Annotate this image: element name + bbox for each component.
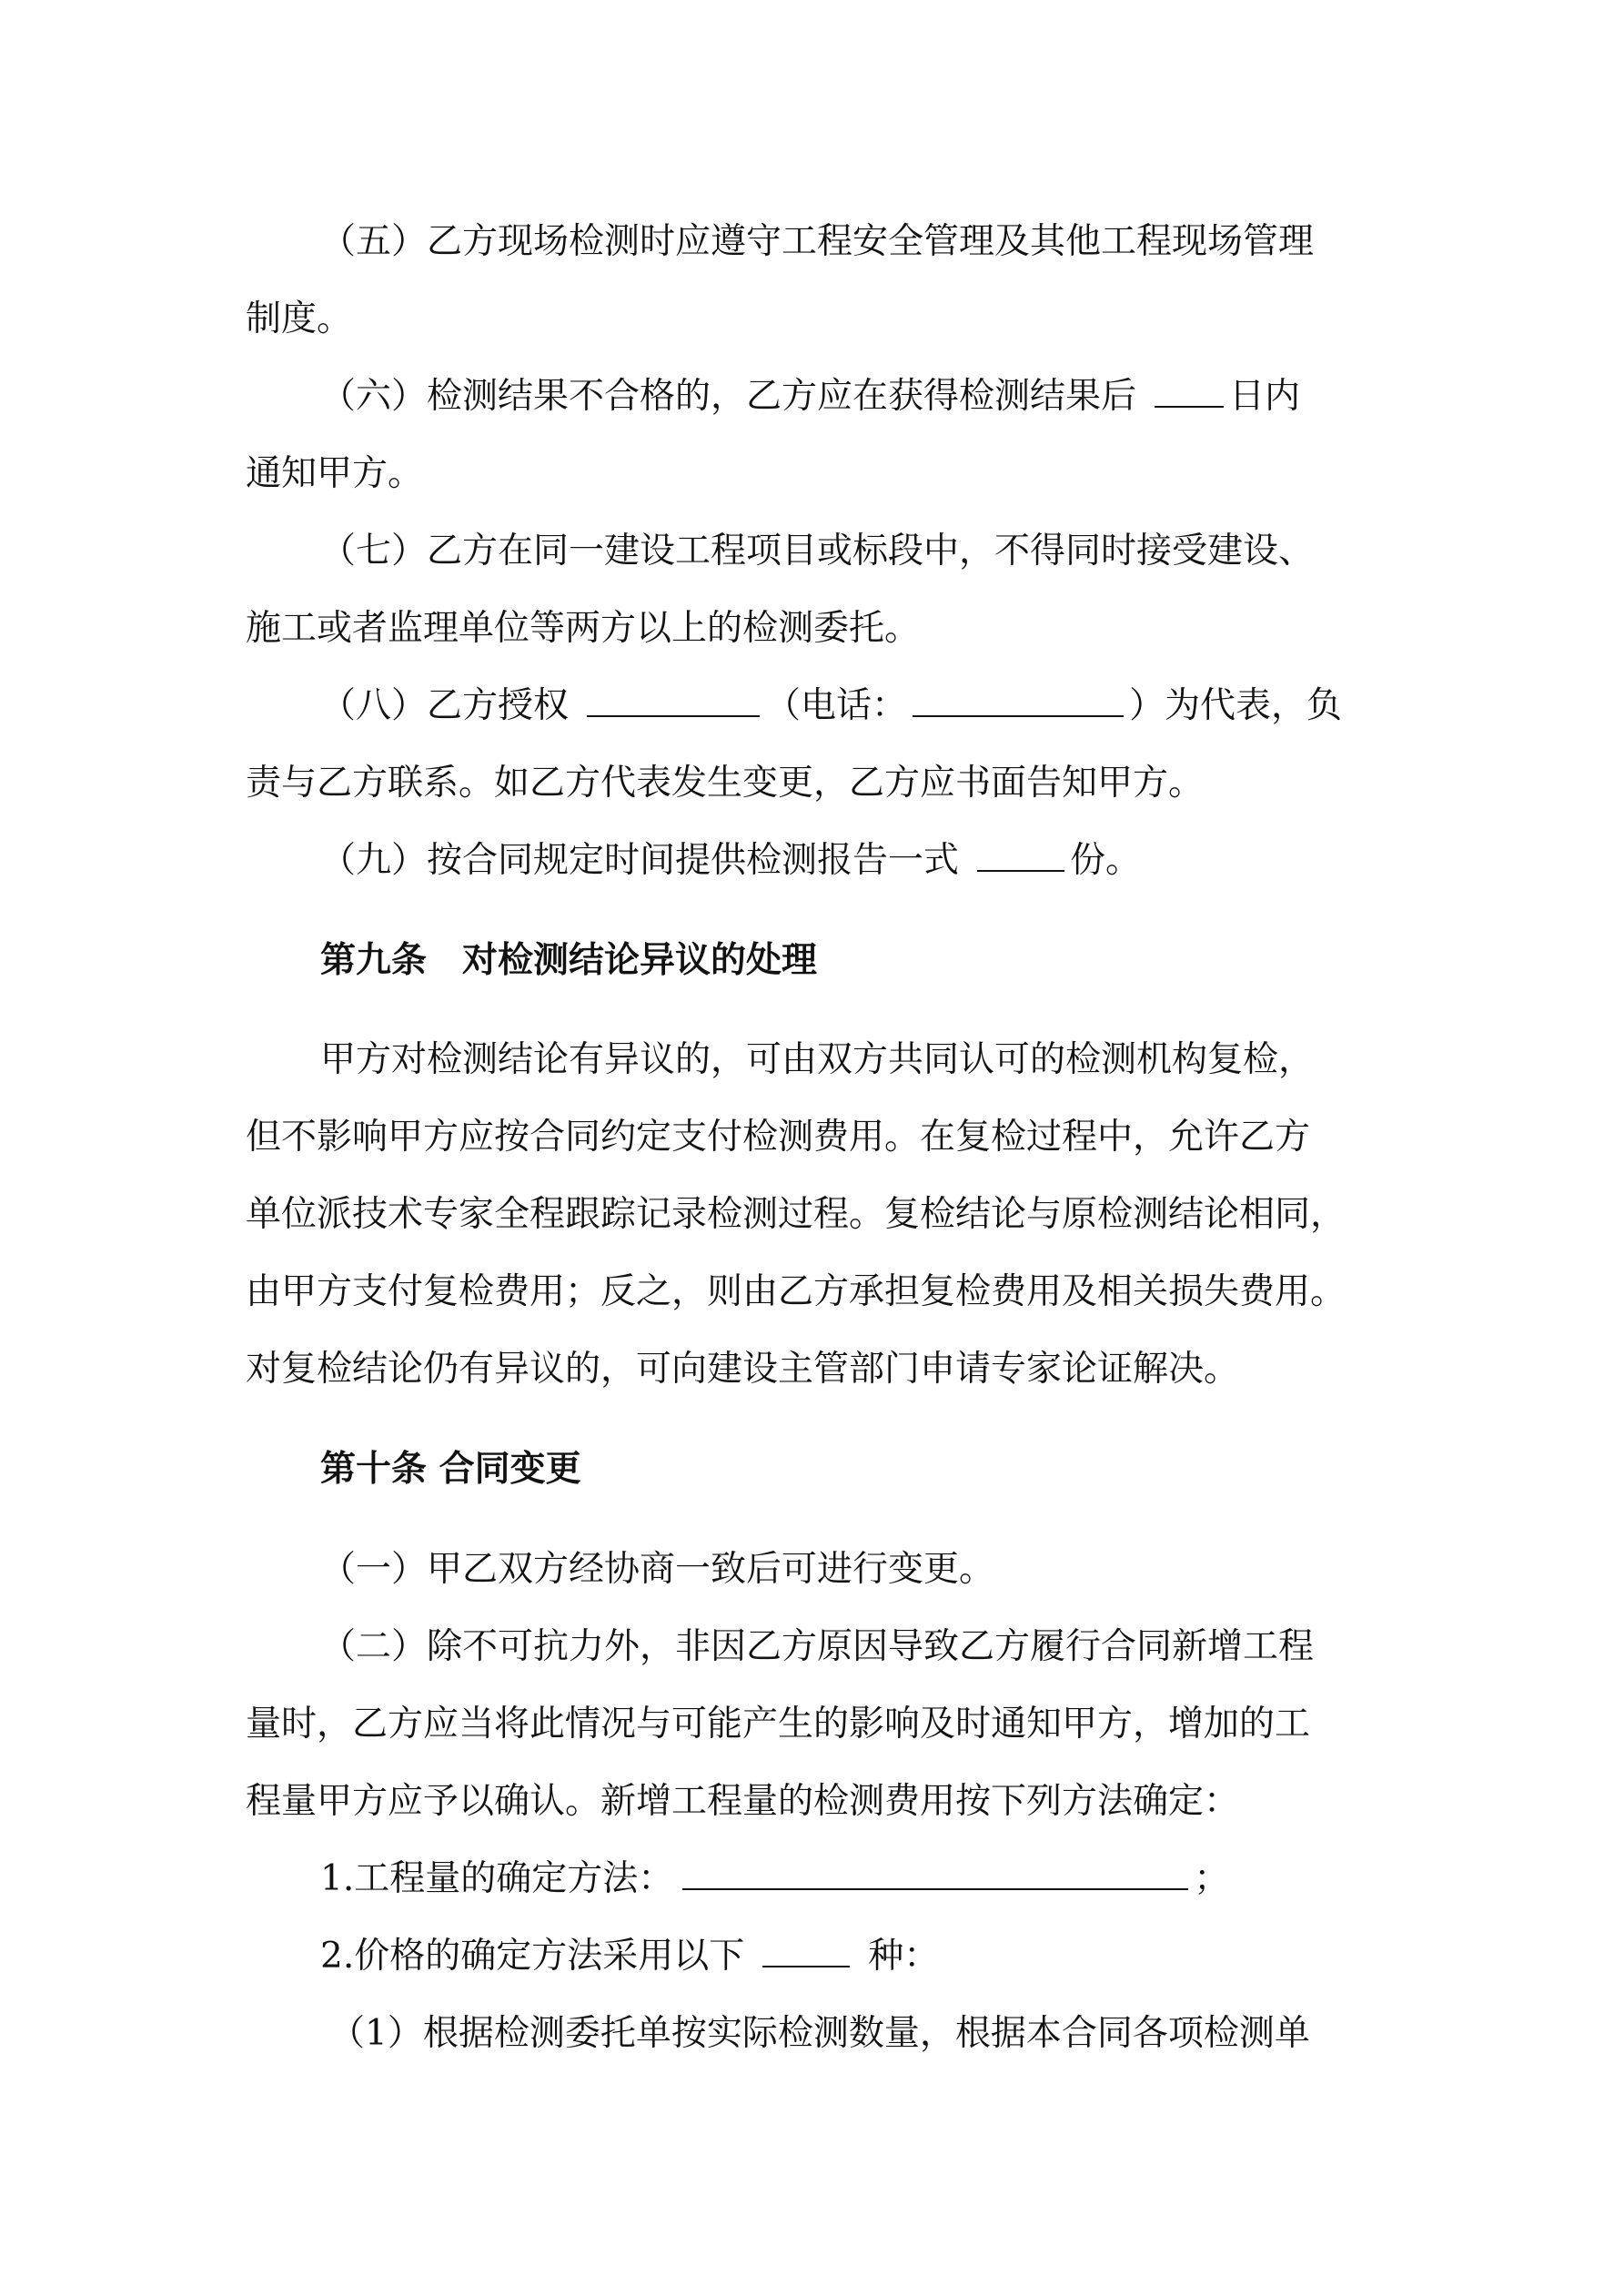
paragraph-line [320,835,1141,886]
fill-in-blank [977,839,1064,872]
paragraph-line: 由甲方支付复检费用；反之，则由乙方承担复检费用及相关损失费用。 [246,1271,1347,1312]
text-segment: 2.价格的确定方法采用以下 [320,1936,745,1977]
text-segment: ）为代表，负 [1129,685,1343,726]
paragraph-line: 程量甲方应予以确认。新增工程量的检测费用按下列方法确定： [246,1781,1240,1822]
section-heading: 第十条 合同变更 [320,1448,581,1490]
text-segment: （八）乙方授权 [320,685,570,726]
paragraph-line: 对复检结论仍有异议的，可向建设主管部门申请专家论证解决。 [246,1349,1240,1390]
paragraph-line: （一）甲乙双方经协商一致后可进行变更。 [320,1549,995,1590]
fill-in-blank [762,1935,850,1967]
section-heading: 第九条 对检测结论异议的处理 [320,939,818,981]
text-segment: 份。 [1070,840,1142,881]
fill-in-blank [587,684,760,717]
paragraph-line: 但不影响甲方应按合同约定支付检测费用。在复检过程中，允许乙方 [246,1117,1311,1158]
text-segment: 1.工程量的确定方法： [320,1858,674,1899]
fill-in-blank [1155,375,1224,408]
paragraph-line [320,371,1300,422]
paragraph-line: （七）乙方在同一建设工程项目或标段中，不得同时接受建设、 [320,531,1315,571]
paragraph-line: 单位派技术专家全程跟踪记录检测过程。复检结论与原检测结论相同， [246,1194,1347,1235]
paragraph-line: 责与乙方联系。如乙方代表发生变更，乙方应书面告知甲方。 [246,763,1205,804]
paragraph-line: 量时，乙方应当将此情况与可能产生的影响及时通知甲方，增加的工 [246,1704,1311,1745]
paragraph-line: 制度。 [246,298,353,339]
text-segment: （六）检测结果不合格的，乙方应在获得检测结果后 [320,376,1137,417]
paragraph-line [320,681,1342,732]
paragraph-line: （1）根据检测委托单按实际检测数量，根据本合同各项检测单 [329,2013,1310,2054]
text-segment: ； [1194,1858,1230,1899]
fill-in-blank [913,684,1124,717]
paragraph-line [320,1931,939,1982]
paragraph-line: 通知甲方。 [246,453,424,494]
text-segment: 日内 [1229,376,1301,417]
paragraph-line: 甲方对检测结论有异议的，可由双方共同认可的检测机构复检， [320,1039,1315,1080]
text-segment: （九）按合同规定时间提供检测报告一式 [320,840,960,881]
fill-in-blank [682,1857,1188,1890]
text-segment: 种： [868,1936,940,1977]
paragraph-line: （二）除不可抗力外，非因乙方原因导致乙方履行合同新增工程 [320,1626,1315,1667]
paragraph-line: 施工或者监理单位等两方以上的检测委托。 [246,608,921,649]
paragraph-line: （五）乙方现场检测时应遵守工程安全管理及其他工程现场管理 [320,221,1315,262]
paragraph-line [320,1854,1229,1905]
text-segment: （电话： [765,685,908,726]
